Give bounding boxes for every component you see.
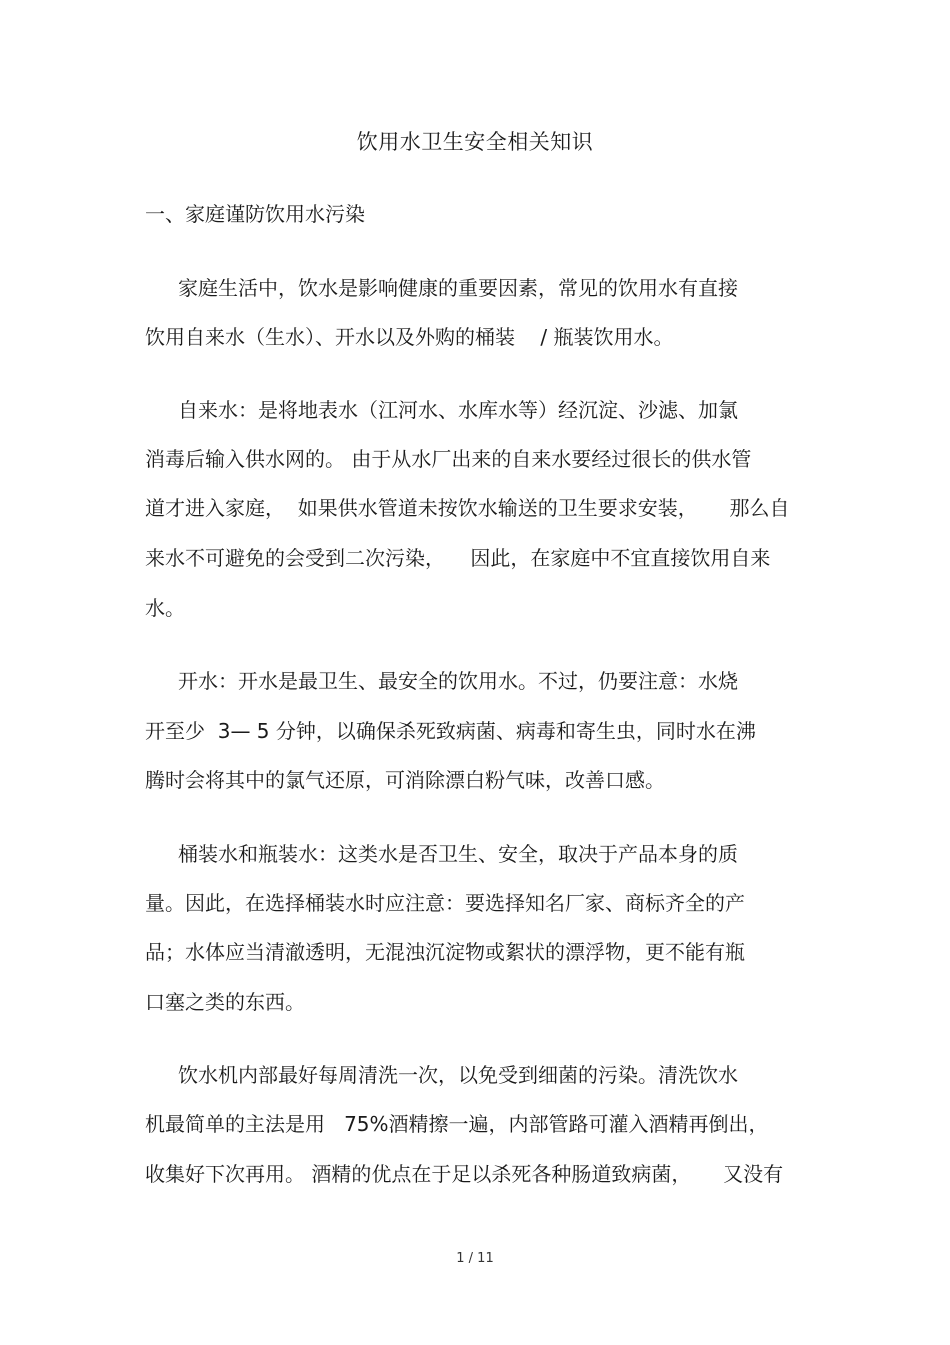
- paragraph-5-line-3: 收集好下次再用。 酒精的优点在于足以杀死各种肠道致病菌， 又没有: [145, 1162, 784, 1186]
- paragraph-2-line-1: 自来水：是将地表水（江河水、水库水等）经沉淀、沙滤、加氯: [178, 398, 738, 422]
- paragraph-1-line-2: 饮用自来水（生水）、开水以及外购的桶装 / 瓶装饮用水。: [145, 325, 674, 349]
- paragraph-4-line-1: 桶装水和瓶装水：这类水是否卫生、安全，取决于产品本身的质: [178, 842, 738, 866]
- paragraph-4-line-3: 品；水体应当清澈透明，无混浊沉淀物或絮状的漂浮物，更不能有瓶: [145, 940, 745, 964]
- paragraph-2-line-2: 消毒后输入供水网的。 由于从水厂出来的自来水要经过很长的供水管: [145, 447, 752, 471]
- paragraph-2-line-4: 来水不可避免的会受到二次污染， 因此，在家庭中不宜直接饮用自来: [145, 546, 771, 570]
- paragraph-5-line-1: 饮水机内部最好每周清洗一次，以免受到细菌的污染。清洗饮水: [178, 1063, 738, 1087]
- paragraph-4-line-2: 量。因此，在选择桶装水时应注意：要选择知名厂家、商标齐全的产: [145, 891, 745, 915]
- document-title: 饮用水卫生安全相关知识: [356, 130, 594, 154]
- paragraph-4-line-4: 口塞之类的东西。: [145, 990, 305, 1014]
- paragraph-3-line-1: 开水：开水是最卫生、最安全的饮用水。不过，仍要注意：水烧: [178, 669, 738, 693]
- paragraph-2-line-5: 水。: [145, 596, 185, 620]
- page-number: 1 / 11: [456, 1251, 494, 1266]
- paragraph-3-line-2: 开至少 3— 5 分钟，以确保杀死致病菌、病毒和寄生虫，同时水在沸: [145, 719, 756, 743]
- paragraph-1-line-1: 家庭生活中，饮水是影响健康的重要因素，常见的饮用水有直接: [178, 276, 738, 300]
- section-heading: 一、家庭谨防饮用水污染: [145, 202, 365, 226]
- paragraph-5-line-2: 机最简单的主法是用 75%酒精擦一遍，内部管路可灌入酒精再倒出，: [145, 1112, 769, 1136]
- paragraph-2-line-3: 道才进入家庭， 如果供水管道未按饮水输送的卫生要求安装， 那么自: [145, 496, 790, 520]
- paragraph-3-line-3: 腾时会将其中的氯气还原，可消除漂白粉气味，改善口感。: [145, 768, 665, 792]
